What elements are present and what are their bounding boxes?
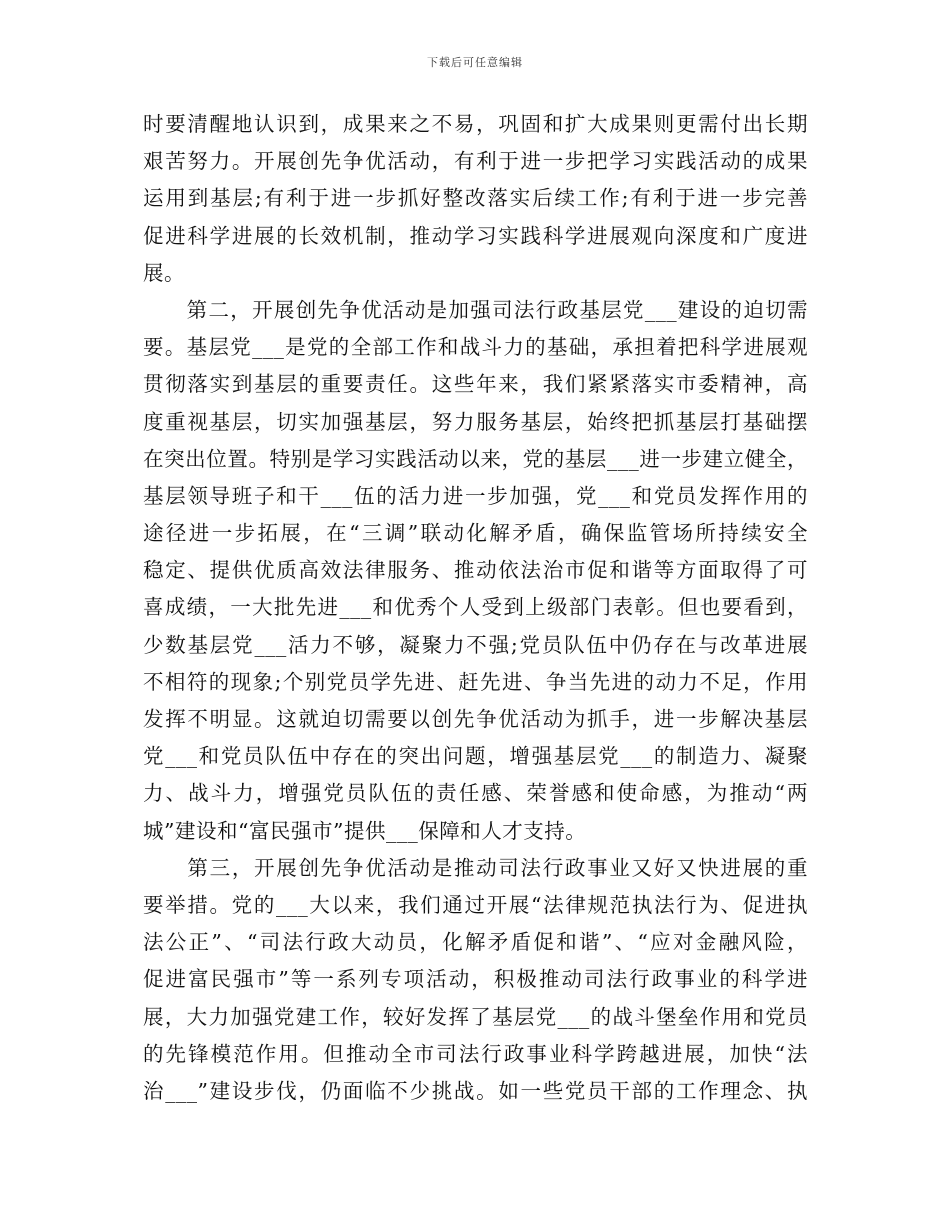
page-header: 下载后可任意编辑 bbox=[427, 56, 523, 69]
text-line: 时要清醒地认识到，成果来之不易，巩固和扩大成果则更需付出长期 bbox=[143, 112, 808, 136]
text-line: 力、战斗力，增强党员队伍的责任感、荣誉感和使命感，为推动“两 bbox=[143, 781, 808, 806]
text-line: 法公正”、“司法行政大动员，化解矛盾促和谐”、“应对金融风险， bbox=[143, 930, 808, 955]
text-line: 要。基层党___是党的全部工作和战斗力的基础，承担着把科学进展观 bbox=[143, 335, 808, 360]
document-body bbox=[143, 106, 808, 1110]
text-line: 途径进一步拓展，在“三调”联动化解矛盾，确保监管场所持续安全 bbox=[143, 521, 808, 546]
text-line: 展。 bbox=[143, 260, 185, 285]
text-line: 第三，开展创先争优活动是推动司法行政事业又好又快进展的重 bbox=[143, 855, 808, 880]
text-line: 党___和党员队伍中存在的突出问题，增强基层党___的制造力、凝聚 bbox=[143, 744, 808, 769]
text-line: 艰苦努力。开展创先争优活动，有利于进一步把学习实践活动的成果 bbox=[143, 149, 808, 174]
text-line: 不相符的现象;个别党员学先进、赶先进、争当先进的动力不足，作用 bbox=[143, 669, 808, 694]
text-line: 展，大力加强党建工作，较好发挥了基层党___的战斗堡垒作用和党员 bbox=[143, 1004, 808, 1029]
text-line: 发挥不明显。这就迫切需要以创先争优活动为抓手，进一步解决基层 bbox=[143, 707, 808, 731]
text-line: 第二，开展创先争优活动是加强司法行政基层党___建设的迫切需 bbox=[143, 297, 808, 322]
text-line: 基层领导班子和干___伍的活力进一步加强，党___和党员发挥作用的 bbox=[143, 483, 808, 508]
text-line: 要举措。党的___大以来，我们通过开展“法律规范执法行为、促进执 bbox=[143, 892, 808, 917]
text-line: 治___”建设步伐，仍面临不少挑战。如一些党员干部的工作理念、执 bbox=[143, 1078, 808, 1103]
text-line: 城”建设和“富民强市”提供___保障和人才支持。 bbox=[143, 818, 587, 843]
text-line: 度重视基层，切实加强基层，努力服务基层，始终把抓基层打基础摆 bbox=[143, 409, 808, 434]
text-line: 少数基层党___活力不够，凝聚力不强;党员队伍中仍存在与改革进展 bbox=[143, 632, 808, 657]
text-line: 贯彻落实到基层的重要责任。这些年来，我们紧紧落实市委精神，高 bbox=[143, 372, 808, 397]
text-line: 促进科学进展的长效机制，推动学习实践科学进展观向深度和广度进 bbox=[143, 223, 808, 248]
text-line: 稳定、提供优质高效法律服务、推动依法治市促和谐等方面取得了可 bbox=[143, 558, 808, 583]
text-line: 运用到基层;有利于进一步抓好整改落实后续工作;有利于进一步完善 bbox=[143, 186, 808, 211]
text-line: 的先锋模范作用。但推动全市司法行政事业科学跨越进展，加快“法 bbox=[143, 1041, 808, 1066]
text-line: 促进富民强市”等一系列专项活动，积极推动司法行政事业的科学进 bbox=[143, 967, 808, 992]
text-line: 在突出位置。特别是学习实践活动以来，党的基层___进一步建立健全， bbox=[143, 446, 808, 471]
text-line: 喜成绩，一大批先进___和优秀个人受到上级部门表彰。但也要看到， bbox=[143, 595, 808, 620]
